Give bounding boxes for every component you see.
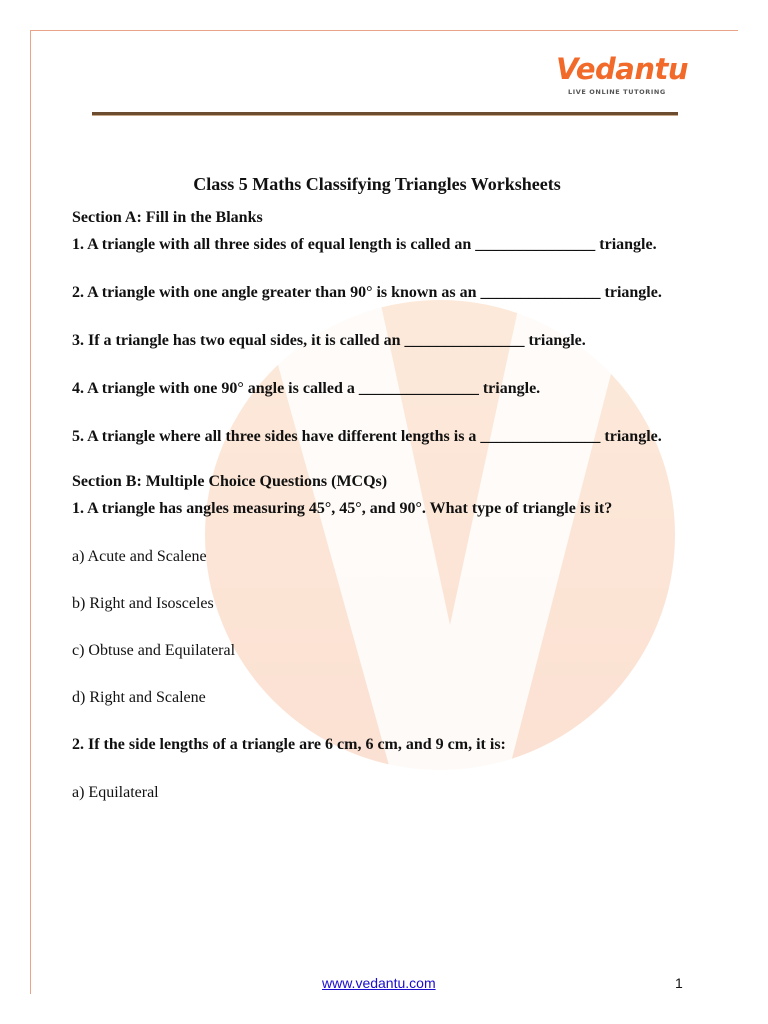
fill-blank-question-2: 2. A triangle with one angle greater than 90° is known as an _______________ triangle. [72,284,662,301]
fill-blank-question-3: 3. If a triangle has two equal sides, it is called an _______________ triangle. [72,332,586,349]
logo-tagline: LIVE ONLINE TUTORING [568,88,666,96]
section-a-heading: Section A: Fill in the Blanks [72,209,263,226]
fill-blank-question-4: 4. A triangle with one 90° angle is called a _______________ triangle. [72,380,541,397]
footer-website-link[interactable]: www.vedantu.com [322,975,436,991]
mcq-2-option-a: a) Equilateral [72,784,159,801]
mcq-1-option-a: a) Acute and Scalene [72,548,207,565]
section-b-heading: Section B: Multiple Choice Questions (MCQs) [72,473,388,490]
header-divider [92,112,678,116]
worksheet-content [72,172,682,828]
mcq-question-1: 1. A triangle has angles measuring 45°, 45°, and 90°. What type of triangle is it? [72,500,613,517]
fill-blank-question-1: 1. A triangle with all three sides of equal length is called an _______________ triangle. [72,236,657,253]
vedantu-logo [556,52,688,100]
fill-blank-question-5: 5. A triangle where all three sides have different lengths is a _______________ triangle. [72,428,662,445]
logo-wordmark: Vedantu [556,52,688,86]
page-title: Class 5 Maths Classifying Triangles Worksheets [193,174,561,194]
mcq-1-option-b: b) Right and Isosceles [72,595,214,612]
page-number: 1 [675,975,683,991]
mcq-question-2: 2. If the side lengths of a triangle are 6 cm, 6 cm, and 9 cm, it is: [72,736,506,753]
mcq-1-option-c: c) Obtuse and Equilateral [72,642,236,659]
mcq-1-option-d: d) Right and Scalene [72,689,206,706]
